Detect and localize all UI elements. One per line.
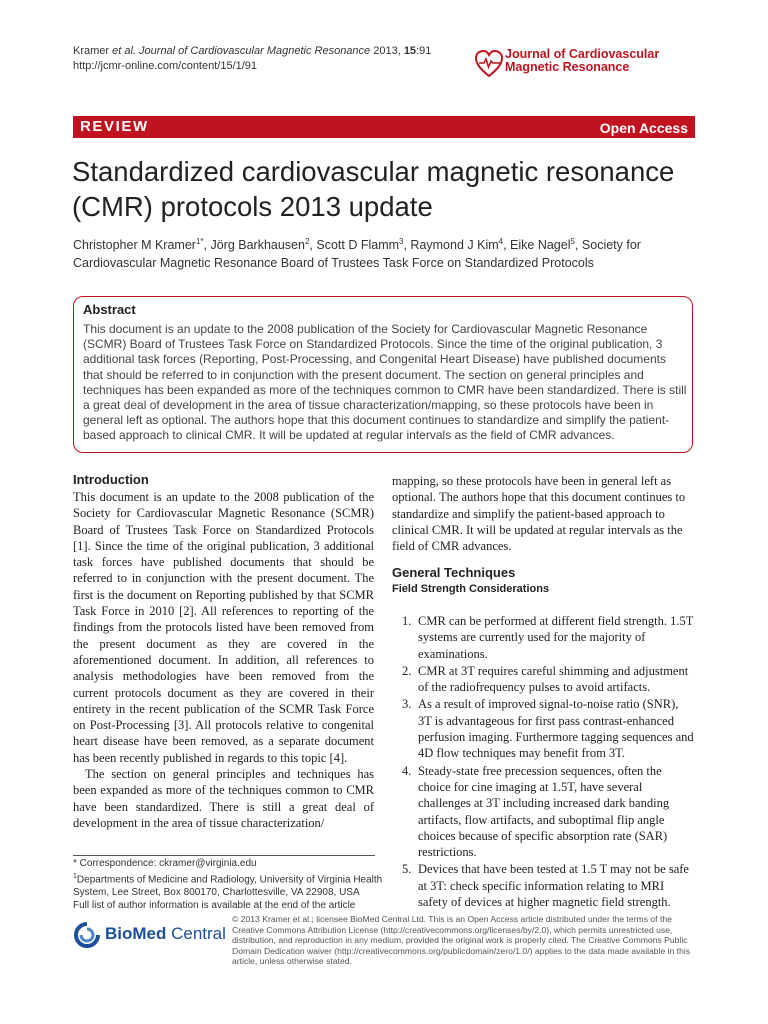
author-3-affiliation: 3 [399, 237, 404, 246]
author-2-affiliation: 2 [304, 237, 310, 246]
open-access-label: Open Access [599, 120, 688, 136]
list-item-number: 5. [402, 862, 412, 877]
title-line1: Standardized cardiovascular magnetic resonance [72, 156, 675, 187]
footnotes [73, 858, 383, 913]
footnote-divider [73, 855, 375, 856]
abstract-text: This document is an update to the 2008 publication of the Society for Cardiovascular Magnetic Resonance (SCMR) Board of Trustees Task Force on Standardized Protocols. Since the time of the original publication, 3 additional task forces (Reporting, Post-Processing, and Congenital Heart Disease) have published documents that should be referred to in conjunction with the present document. The section on general principles and techniques has been expanded as more of the techniques common to CMR have been standardized. There is still a great deal of development in the area of tissue characterization/mapping, so these protocols have been in general left as optional. The authors hope that this document continues to standardize and simplify the patient-based approach to clinical CMR. It will be updated at regular intervals as the field of CMR advances. [83, 322, 687, 443]
author-info-note: Full list of author information is available at the end of the article [73, 899, 356, 911]
field-strength-list [392, 613, 695, 911]
author-1: Christopher M Kramer [73, 238, 196, 253]
author-2: , Jörg Barkhausen [203, 238, 305, 253]
article-type-label: REVIEW [80, 118, 149, 135]
citation-volume: 15 [403, 45, 417, 57]
introduction-body [73, 489, 374, 831]
list-item [392, 763, 695, 861]
abstract-heading: Abstract [83, 302, 136, 317]
list-item-number: 1. [402, 614, 412, 628]
list-item-text: CMR at 3T requires careful shimming and adjustment of the radiofrequency pulses to avoid artifacts. [418, 663, 689, 695]
list-item-text: As a result of improved signal-to-noise ratio (SNR), 3T is advantageous for first pass contrast-enhanced perfusion imaging. Furthermore tagging sequences and 4D flow techniques may benefit from 3T. [418, 697, 694, 761]
journal-logo-text [505, 48, 659, 74]
introduction-paragraph-2: The section on general principles and techniques has been expanded as more of the techniques common to CMR have been standardized. There is still a great deal of development in the area of tissue characterization/ [73, 767, 374, 830]
biomed-wordmark-light: Central [166, 924, 226, 943]
list-item-text: Steady-state free precession sequences, often the choice for cine imaging at 1.5T, have several challenges at 3T including increased dark banding artifacts, flow artifacts, and suboptimal flip angle choices because of specific absorption rate (SAR) restrictions. [418, 763, 670, 860]
introduction-paragraph-1: This document is an update to the 2008 publication of the Society for Cardiovascular Magnetic Resonance (SCMR) Board of Trustees Task Force on Standardized Protocols [1]. Since the time of the original publication, 3 additional task forces have published documents that should be referred to in conjunction with the present document. The first is the document on Reporting published by that SCMR Task Force in 2010 [2]. All references to reporting of the findings from the protocols listed have been removed from the present document as they are covered in the aforementioned document. In addition, all references to analysis methodologies have been removed from the current protocols document as they are covered in their entirety in the recent publication of the SCMR Task Force on Post-Processing [3]. All protocols relative to congenital heart disease have been removed, as a separate document has been recently published in regards to this topic [4]. [73, 490, 374, 765]
citation-journal: Journal of Cardiovascular Magnetic Resonance [135, 45, 371, 57]
journal-logo-line2: Magnetic Resonance [505, 60, 630, 74]
list-item [392, 861, 695, 910]
license-text: © 2013 Kramer et al.; licensee BioMed Central Ltd. This is an Open Access article distributed under the terms of the Creative Commons Attribution License (http://creativecommons.org/licenses/by/2.0), which permits unrestricted use, distribution, and reproduction in any medium, provided the original work is properly cited. The Creative Commons Public Domain Dedication waiver (http://creativecommons.org/publicdomain/zero/1.0/) applies to the data made available in this article, unless otherwise stated. [232, 914, 691, 967]
citation-etal: et al. [112, 45, 136, 57]
field-strength-subheading: Field Strength Considerations [392, 583, 550, 595]
biomed-wordmark-bold: BioMed [105, 924, 167, 943]
author-group: , Society for Cardiovascular Magnetic Resonance Board of Trustees Task Force on Standardized Protocols [73, 238, 641, 270]
author-4-affiliation: 4 [498, 237, 504, 246]
article-title [72, 154, 712, 224]
biomed-wordmark [105, 923, 226, 945]
list-item-text: Devices that have been tested at 1.5 T may not be safe at 3T: check specific information relating to MRI safety of devices at higher magnetic field strength. [418, 862, 689, 910]
list-item-number: 3. [402, 697, 412, 712]
citation-year: 2013, [370, 45, 404, 57]
author-list [73, 233, 703, 272]
list-item-number: 4. [402, 763, 412, 778]
general-techniques-heading: General Techniques [392, 565, 516, 580]
citation-authors: Kramer [73, 45, 113, 57]
affiliation-note [73, 871, 383, 900]
list-item-number: 2. [402, 663, 412, 678]
affiliation-text: Departments of Medicine and Radiology, University of Virginia Health System, Lee Street, Box 800170, Charlottesville, VA 22908, USA [73, 874, 383, 898]
author-5-affiliation: 5 [570, 237, 575, 246]
citation-header [73, 44, 431, 74]
citation-line [73, 44, 431, 59]
biomed-central-logo [73, 919, 226, 951]
author-3: , Scott D Flamm [309, 238, 400, 253]
list-item [392, 613, 695, 662]
author-1-affiliation: 1* [195, 237, 204, 246]
introduction-continuation: mapping, so these protocols have been in general left as optional. The authors hope that this document continues to standardize and simplify the patient-based approach to clinical CMR. It will be updated at regular intervals as the field of CMR advances. [392, 474, 686, 554]
heart-logo-icon [474, 48, 504, 80]
list-item [392, 696, 695, 761]
author-4: , Raymond J Kim [403, 238, 499, 253]
correspondence-note: * Correspondence: ckramer@virginia.edu [73, 858, 257, 869]
introduction-heading: Introduction [73, 472, 149, 487]
affiliation-number: 1 [73, 872, 77, 880]
journal-logo-line1: Journal of Cardiovascular [505, 47, 660, 61]
author-5: , Eike Nagel [503, 238, 571, 253]
biomed-swirl-icon [73, 921, 101, 949]
article-url-link[interactable]: http://jcmr-online.com/content/15/1/91 [73, 60, 258, 72]
title-line2: (CMR) protocols 2013 update [72, 191, 433, 222]
list-item [392, 663, 695, 696]
list-item-text: CMR can be performed at different field strength. 1.5T systems are currently used for the majority of examinations. [418, 614, 694, 661]
citation-article: :91 [416, 45, 432, 57]
